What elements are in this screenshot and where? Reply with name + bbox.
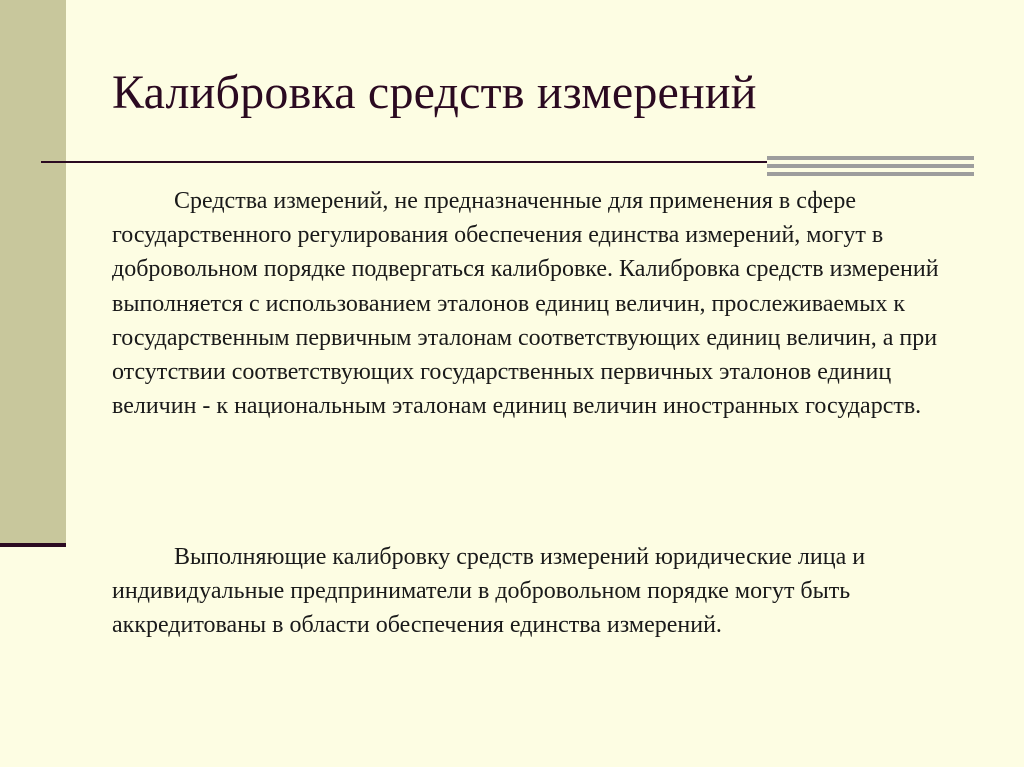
title-underline <box>41 161 876 163</box>
left-decorative-bar <box>0 0 66 545</box>
title-underline-accent <box>767 156 974 177</box>
body-paragraph-1: Средства измерений, не предназначенные для применения в сфере государственного регулирования обеспечения единства измерений, могут в добровольном порядке подвергаться калибровке. Калибровка средств измерений выполняется с использованием эталонов единиц величин, прослеживаемых к государственным первичным эталонам соответствующих единиц величин, а при отсутствии соответствующих государственных первичных эталонов единиц величин - к национальным эталонам единиц величин иностранных государств. <box>112 188 939 420</box>
slide-title: Калибровка средств измерений <box>112 66 757 119</box>
body-paragraph-2: Выполняющие калибровку средств измерений юридические лица и индивидуальные предприниматели в добровольном порядке могут быть аккредитованы в области обеспечения единства измерений. <box>112 544 866 639</box>
left-bar-rule <box>0 543 66 547</box>
